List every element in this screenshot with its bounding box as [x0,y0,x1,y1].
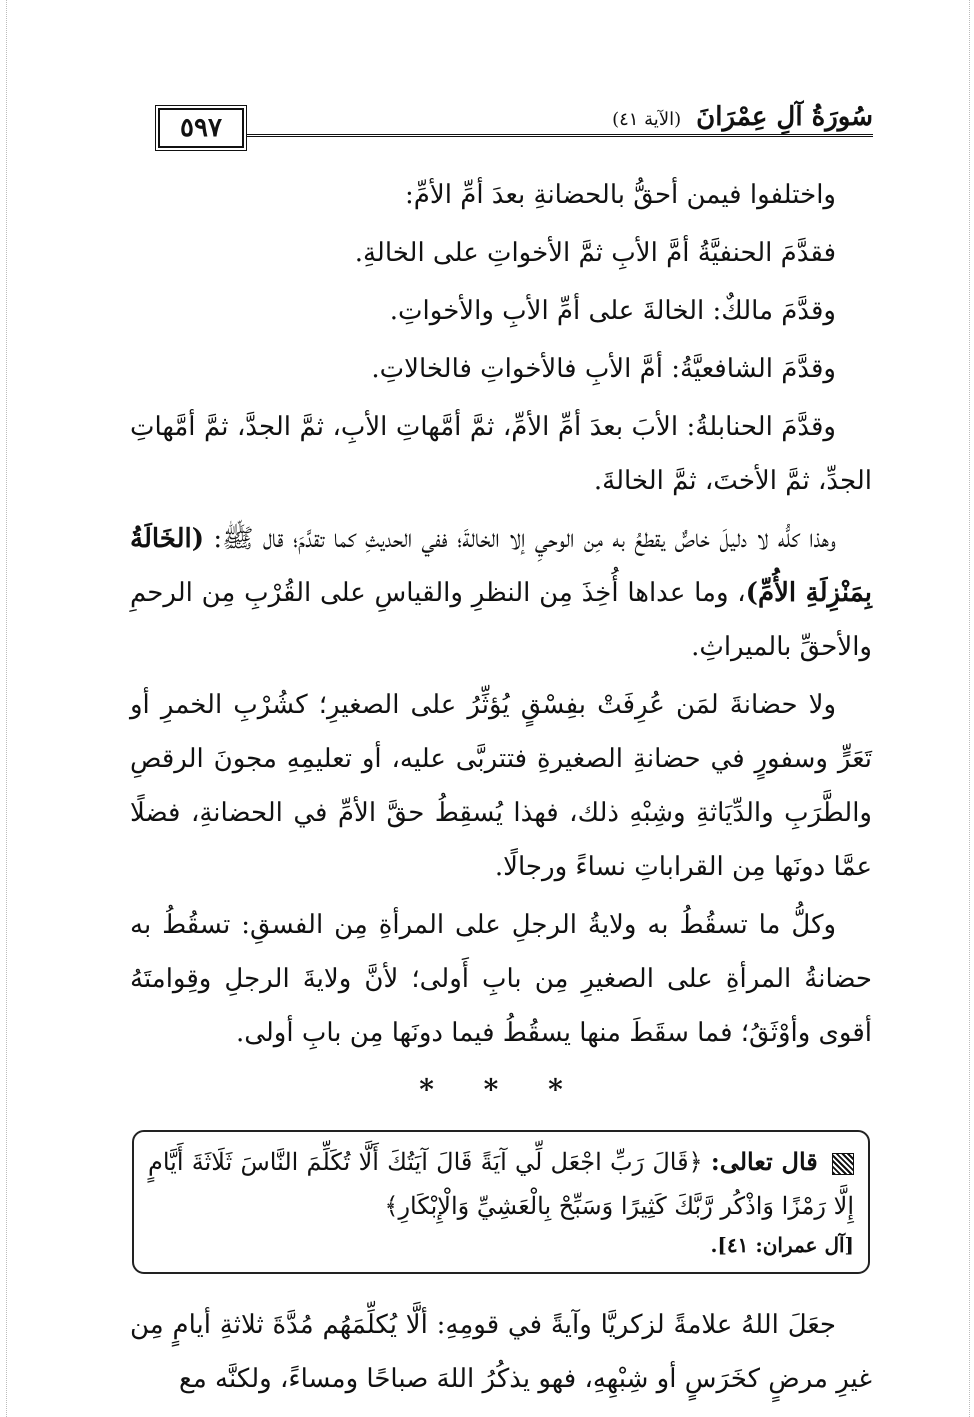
paragraph-evidence-before: وهذا كلُّه لا دليلَ خاصٌّ يقطعُ به مِن الوحيِ إلا الخالةَ؛ ففي الحديثِ كما تقدَّمَ؛ قال ﷺ: [204,524,836,554]
verse-lead: قال تعالى: [710,1147,818,1176]
verse-reference: [آل عمران: ٤١]. [710,1233,854,1257]
quran-verse: ﴿قَالَ رَبِّ اجْعَل لِّي آيَةً قَالَ آيَتُكَ أَلَّا تُكَلِّمَ النَّاسَ ثَلَاثَةَ أَيَّامٍ إِلَّا رَمْزًا وَاذْكُر رَّبَّكَ كَثِيرًا وَسَبِّحْ بِالْعَشِيِّ وَالْإِبْكَارِ﴾ [148,1148,854,1220]
section-separator: * * * [419,1073,583,1106]
paragraph-hanbali: وقدَّمَ الحنابلةُ: الأبَ بعدَ أمِّ الأمِّ، ثمَّ أمَّهاتِ الأبِ، ثمَّ الجدَّ، ثمَّ أمَّهاتِ الجدِّ، ثمَّ الأختَ، ثمَّ الخالةَ. [130,412,872,496]
surah-name: سُورَةُ آلِ عِمْرَانَ [696,102,873,132]
paragraph-zakariya-sign: جعَلَ اللهُ علامةً لزكريَّا وآيةً في قومِهِ: ألَّا يُكلِّمَهُم مُدَّةَ ثلاثةِ أيامٍ مِن غيرِ مرضٍ كخَرَسٍ أو شِبْهِهِ، فهو يذكُرُ اللهَ صباحًا ومساءً، ولكنَّه مع [130,1310,872,1394]
paragraph-evidence-after: ، وما عداها أُخِذَ مِن النظرِ والقياسِ على القُرْبِ مِن الرحمِ والأحقِّ بالميراثِ. [130,578,872,662]
page-header [128,98,873,148]
verse-marker-icon [832,1153,854,1175]
page-edge-left [6,0,7,1417]
page-number: ٥٩٧ [158,108,244,148]
paragraph-no-custody-for-fasiq: ولا حضانةَ لمَن عُرِفَتْ بفِسْقٍ يُؤثِّرُ على الصغيرِ؛ كشُرْبِ الخمرِ أو تَعَرٍّ وسفورٍ في حضانةِ الصغيرةِ فتتربَّى عليه، أو تعليمِهِ مجونَ الرقصِ والطَّرَبِ والدِّيَاثةِ وشِبْهِ ذلك، فهذا يُسقِطُ حقَّ الأمِّ في الحضانةِ، فضلًا عمَّا دونَها مِن القراباتِ نساءً ورجالًا. [130,690,872,882]
paragraph-evidence [130,512,872,674]
paragraph-guardianship: وكلُّ ما تسقُطُ به ولايةُ الرجلِ على المرأةِ مِن الفسقِ: تسقُطُ به حضانةُ المرأةِ على الصغيرِ مِن بابِ أَولى؛ لأنَّ ولايةَ الرجلِ وقِوامتَهُ أقوى وأوْثَقُ؛ فما سقَطَ منها يسقُطُ فيما دونَها مِن بابِ أولى. [130,910,872,1048]
paragraph-shafii: وقدَّمَ الشافعيَّةُ: أمَّ الأبِ فالأخواتِ فالخالاتِ. [371,354,836,384]
header-rule [246,134,873,137]
paragraph-hadana-dispute: واختلفوا فيمن أحقُّ بالحضانةِ بعدَ أمِّ الأمِّ: [405,180,836,210]
paragraph-hanafi: فقدَّمَ الحنفيَّةُ أمَّ الأبِ ثمَّ الأخواتِ على الخالةِ. [354,238,836,268]
paragraph-maliki: وقدَّمَ مالكٌ: الخالةَ على أمِّ الأبِ والأخواتِ. [389,296,836,326]
main-text [130,168,872,1410]
ayah-reference: (الآية ٤١) [612,109,682,130]
verse-box [132,1130,870,1274]
hadith-quote: (الخَالَةُ بِمَنْزِلَةِ الأُمِّ) [130,524,872,608]
surah-title [612,102,873,132]
page-edge-right [969,0,970,1417]
